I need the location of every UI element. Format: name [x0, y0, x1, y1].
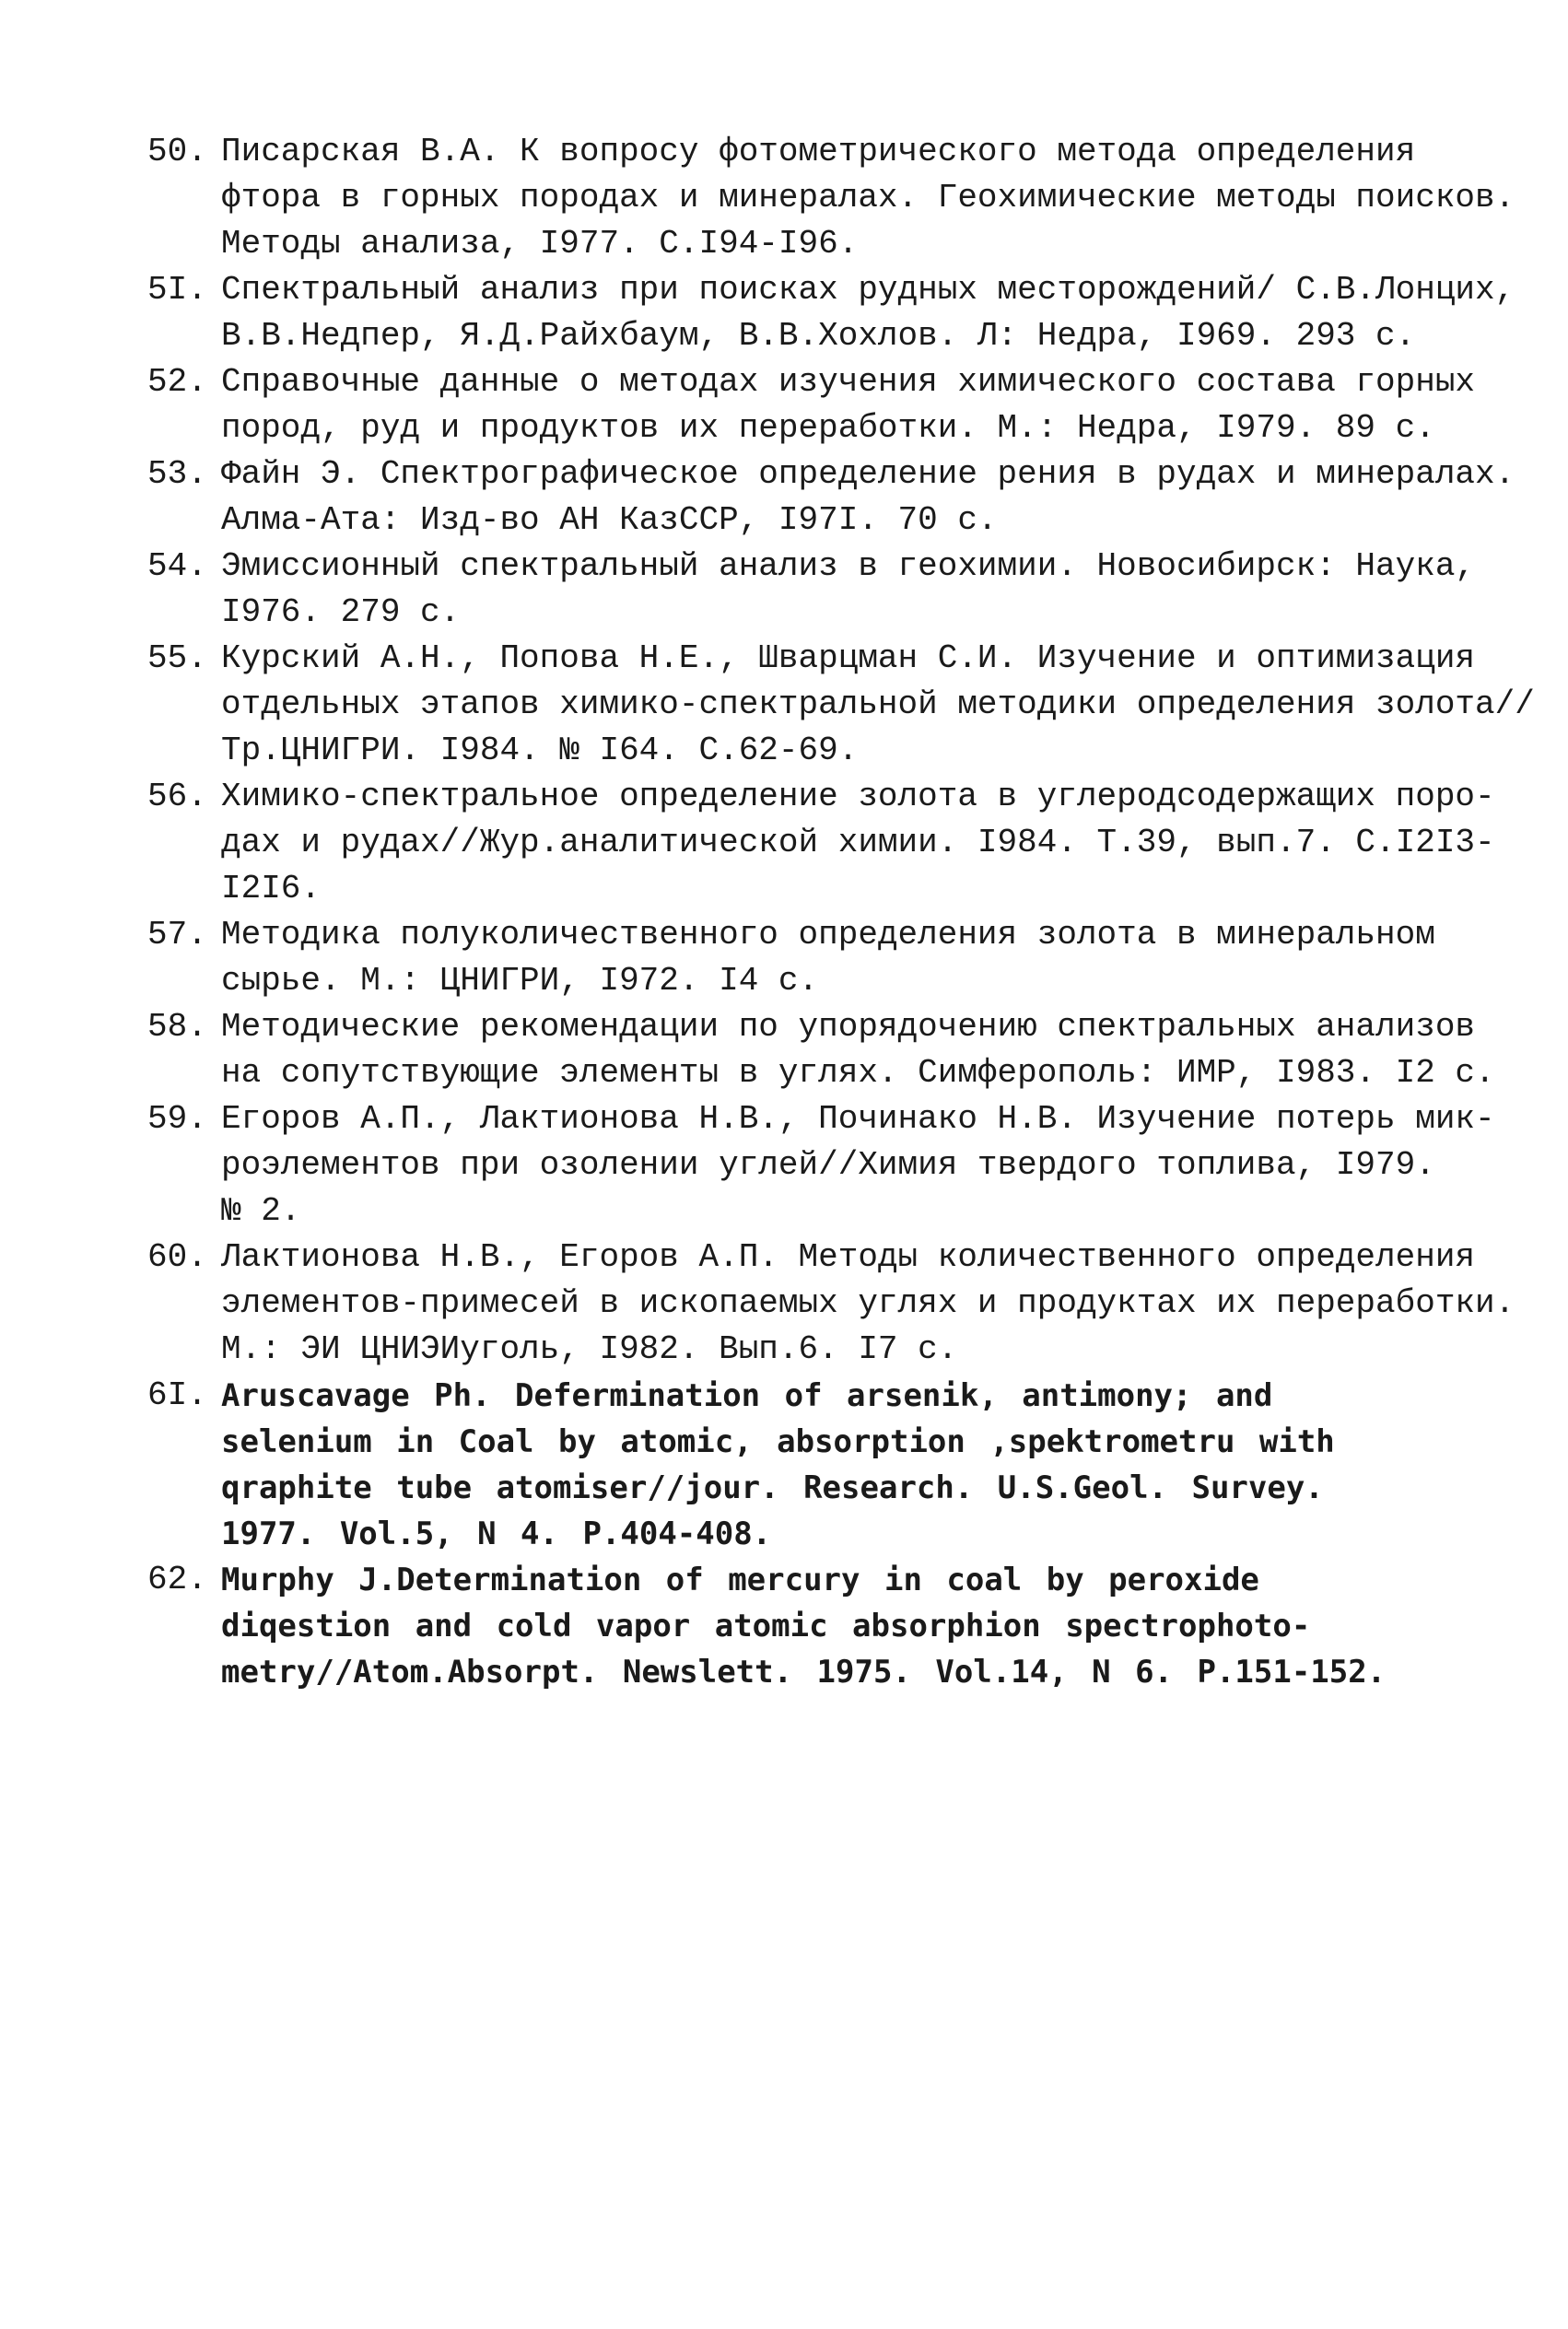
reference-line: фтора в горных породах и минералах. Геохимические методы поисков. — [221, 179, 1515, 217]
reference-text — [221, 1373, 1456, 1557]
reference-text — [221, 129, 1515, 267]
reference-line: Курский А.Н., Попова Н.Е., Шварцман С.И. Изучение и оптимизация — [221, 639, 1476, 677]
reference-line: I976. 279 с. — [221, 593, 461, 631]
reference-number: 60. — [147, 1238, 207, 1276]
reference-line: diqestion and cold vapor atomic absorphion spectrophoto- — [221, 1608, 1311, 1644]
reference-entry — [147, 359, 1476, 451]
reference-line: metry//Atom.Absorpt. Newslett. 1975. Vol.14, N 6. P.151-152. — [221, 1654, 1387, 1691]
reference-entry — [147, 912, 1456, 1004]
reference-line: № 2. — [221, 1192, 301, 1230]
reference-line: qraphite tube atomiser//jour. Research. U.S.Geol. Survey. — [221, 1469, 1324, 1506]
reference-text — [221, 1004, 1495, 1096]
reference-text — [221, 636, 1535, 774]
reference-line: selenium in Coal by atomic, absorption ,spektrometru with — [221, 1423, 1335, 1460]
reference-entry — [147, 1096, 1495, 1235]
reference-number: 56. — [147, 778, 207, 815]
reference-number: 58. — [147, 1008, 207, 1046]
reference-line: элементов-примесей в ископаемых углях и продуктах их переработки. — [221, 1284, 1515, 1322]
reference-number: 54. — [147, 547, 207, 585]
reference-line: роэлементов при озолении углей//Химия твердого топлива, I979. — [221, 1146, 1435, 1184]
reference-entry — [147, 129, 1515, 267]
reference-line: Егоров А.П., Лактионова Н.В., Починако Н.В. Изучение потерь мик- — [221, 1100, 1495, 1138]
reference-number: 53. — [147, 455, 207, 493]
reference-line: Методические рекомендации по упорядочению спектральных анализов — [221, 1008, 1476, 1046]
reference-line: Химико-спектральное определение золота в углеродсодержащих поро- — [221, 778, 1495, 815]
reference-text — [221, 1096, 1495, 1235]
reference-line: на сопутствующие элементы в углях. Симферополь: ИМР, I983. I2 с. — [221, 1054, 1495, 1092]
reference-entry — [147, 1235, 1515, 1373]
reference-number: 5I. — [147, 271, 207, 309]
reference-text — [221, 267, 1515, 359]
reference-text — [221, 1557, 1456, 1695]
reference-line: Тр.ЦНИГРИ. I984. № I64. С.62-69. — [221, 731, 859, 769]
reference-entry — [147, 267, 1515, 359]
reference-line: В.В.Недпер, Я.Д.Райхбаум, В.В.Хохлов. Л: Недра, I969. 293 с. — [221, 317, 1416, 355]
reference-line: Murphy J.Determination of mercury in coal by peroxide — [221, 1562, 1259, 1598]
reference-number: 59. — [147, 1100, 207, 1138]
reference-entry — [147, 774, 1495, 912]
reference-entry — [147, 1004, 1495, 1096]
reference-line: Aruscavage Ph. Defermination of arsenik, antimony; and — [221, 1377, 1273, 1414]
reference-line: Файн Э. Спектрографическое определение рения в рудах и минералах. — [221, 455, 1515, 493]
reference-number: 50. — [147, 133, 207, 170]
reference-text — [221, 912, 1456, 1004]
reference-line: дах и рудах//Жур.аналитической химии. I984. Т.39, вып.7. С.I2I3- — [221, 824, 1495, 861]
reference-line: I2I6. — [221, 870, 322, 907]
reference-text — [221, 774, 1495, 912]
reference-number: 55. — [147, 639, 207, 677]
reference-line: Алма-Ата: Изд-во АН КазССР, I97I. 70 с. — [221, 501, 998, 539]
reference-text — [221, 1235, 1515, 1373]
reference-entry — [147, 451, 1515, 544]
reference-line: М.: ЭИ ЦНИЭИуголь, I982. Вып.6. I7 с. — [221, 1330, 958, 1368]
reference-text — [221, 451, 1515, 544]
reference-text — [221, 359, 1475, 451]
reference-line: отдельных этапов химико-спектральной методики определения золота// — [221, 685, 1535, 723]
reference-entry — [147, 544, 1476, 636]
reference-line: Писарская В.А. К вопросу фотометрического метода определения — [221, 133, 1416, 170]
reference-number: 52. — [147, 363, 207, 401]
reference-text — [221, 544, 1475, 636]
reference-number: 62. — [147, 1561, 207, 1598]
reference-line: Спектральный анализ при поисках рудных месторождений/ С.В.Лонцих, — [221, 271, 1515, 309]
reference-line: Лактионова Н.В., Егоров А.П. Методы количественного определения — [221, 1238, 1476, 1276]
reference-line: сырье. М.: ЦНИГРИ, I972. I4 с. — [221, 962, 819, 1000]
reference-entry — [147, 636, 1535, 774]
reference-line: Методы анализа, I977. С.I94-I96. — [221, 225, 859, 263]
reference-line: 1977. Vol.5, N 4. P.404-408. — [221, 1516, 772, 1552]
reference-number: 6I. — [147, 1376, 207, 1414]
reference-list — [147, 129, 1535, 1695]
reference-line: Методика полуколичественного определения золота в минеральном — [221, 916, 1435, 954]
reference-number: 57. — [147, 916, 207, 954]
reference-line: Эмиссионный спектральный анализ в геохимии. Новосибирск: Наука, — [221, 547, 1476, 585]
reference-entry — [147, 1373, 1456, 1557]
reference-entry — [147, 1557, 1456, 1695]
reference-line: Справочные данные о методах изучения химического состава горных — [221, 363, 1476, 401]
reference-line: пород, руд и продуктов их переработки. М.: Недра, I979. 89 с. — [221, 409, 1435, 447]
